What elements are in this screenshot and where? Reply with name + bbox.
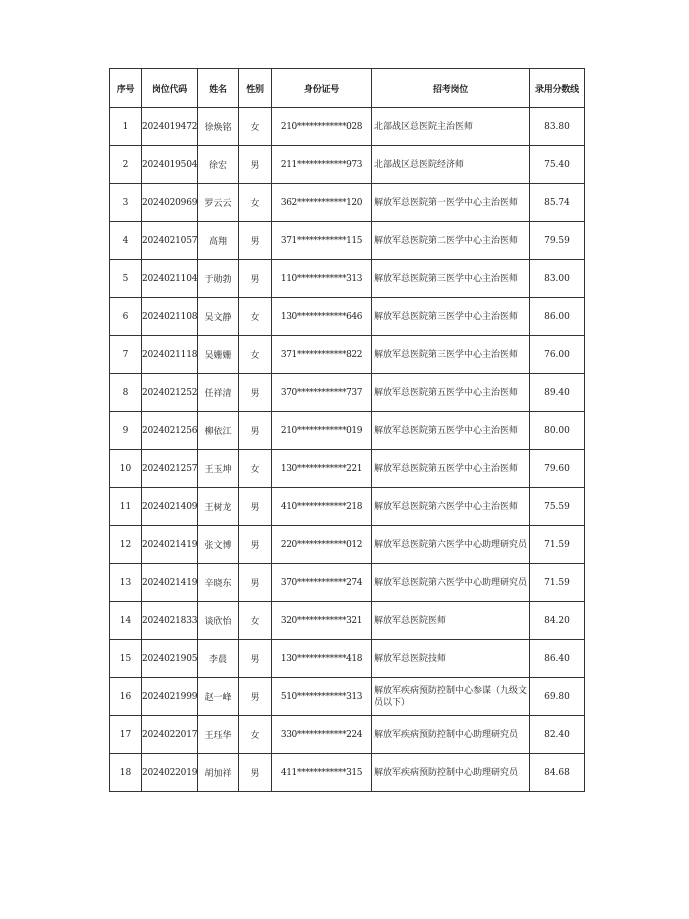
name-cell: 胡加祥 [198, 754, 239, 792]
score-cell: 85.74 [530, 184, 585, 222]
position-code-cell: 2024021057 [142, 222, 198, 260]
position-cell: 解放军总医院第五医学中心主治医师 [372, 450, 530, 488]
position-code-cell: 2024021419 [142, 526, 198, 564]
id-number-cell: 110************313 [272, 260, 372, 298]
id-number-cell: 320************321 [272, 602, 372, 640]
gender-cell: 女 [239, 336, 272, 374]
id-number-cell: 210************019 [272, 412, 372, 450]
position-cell: 北部战区总医院经济师 [372, 146, 530, 184]
serial-cell: 17 [110, 716, 142, 754]
score-cell: 80.00 [530, 412, 585, 450]
id-number-cell: 130************646 [272, 298, 372, 336]
position-cell: 解放军总医院医师 [372, 602, 530, 640]
position-cell: 解放军总医院第六医学中心助理研究员 [372, 564, 530, 602]
table-row [110, 488, 585, 526]
serial-cell: 11 [110, 488, 142, 526]
header-name: 姓名 [198, 69, 239, 108]
gender-cell: 男 [239, 222, 272, 260]
name-cell: 吴文静 [198, 298, 239, 336]
table-row [110, 526, 585, 564]
name-cell: 王玉坤 [198, 450, 239, 488]
serial-cell: 9 [110, 412, 142, 450]
serial-cell: 8 [110, 374, 142, 412]
score-cell: 83.80 [530, 108, 585, 146]
serial-cell: 3 [110, 184, 142, 222]
serial-cell: 6 [110, 298, 142, 336]
gender-cell: 男 [239, 488, 272, 526]
table-row [110, 716, 585, 754]
serial-cell: 14 [110, 602, 142, 640]
position-cell: 解放军总医院第三医学中心主治医师 [372, 298, 530, 336]
table-header-row [110, 69, 585, 108]
gender-cell: 男 [239, 564, 272, 602]
header-serial-number: 序号 [110, 69, 142, 108]
position-code-cell: 2024020969 [142, 184, 198, 222]
header-gender: 性别 [239, 69, 272, 108]
name-cell: 王珏华 [198, 716, 239, 754]
gender-cell: 男 [239, 526, 272, 564]
serial-cell: 18 [110, 754, 142, 792]
header-score: 录用分数线 [530, 69, 585, 108]
score-cell: 86.00 [530, 298, 585, 336]
header-position-code: 岗位代码 [142, 69, 198, 108]
header-id-number: 身份证号 [272, 69, 372, 108]
score-cell: 89.40 [530, 374, 585, 412]
id-number-cell: 130************221 [272, 450, 372, 488]
name-cell: 王树龙 [198, 488, 239, 526]
score-cell: 84.20 [530, 602, 585, 640]
id-number-cell: 510************313 [272, 678, 372, 716]
position-code-cell: 2024022019 [142, 754, 198, 792]
position-code-cell: 2024019504 [142, 146, 198, 184]
score-cell: 76.00 [530, 336, 585, 374]
gender-cell: 男 [239, 412, 272, 450]
gender-cell: 女 [239, 602, 272, 640]
serial-cell: 7 [110, 336, 142, 374]
name-cell: 罗云云 [198, 184, 239, 222]
id-number-cell: 370************274 [272, 564, 372, 602]
position-code-cell: 2024019472 [142, 108, 198, 146]
table-row [110, 108, 585, 146]
position-cell: 解放军总医院第五医学中心主治医师 [372, 412, 530, 450]
position-code-cell: 2024021118 [142, 336, 198, 374]
score-cell: 83.00 [530, 260, 585, 298]
serial-cell: 16 [110, 678, 142, 716]
table-row [110, 754, 585, 792]
id-number-cell: 211************973 [272, 146, 372, 184]
recruitment-results-table [109, 68, 585, 792]
serial-cell: 12 [110, 526, 142, 564]
table-row [110, 640, 585, 678]
table-row [110, 450, 585, 488]
serial-cell: 15 [110, 640, 142, 678]
serial-cell: 1 [110, 108, 142, 146]
position-cell: 解放军总医院第五医学中心主治医师 [372, 374, 530, 412]
table-row [110, 412, 585, 450]
position-code-cell: 2024021999 [142, 678, 198, 716]
header-position: 招考岗位 [372, 69, 530, 108]
id-number-cell: 362************120 [272, 184, 372, 222]
id-number-cell: 371************822 [272, 336, 372, 374]
table-body [110, 108, 585, 792]
id-number-cell: 410************218 [272, 488, 372, 526]
position-code-cell: 2024021104 [142, 260, 198, 298]
name-cell: 徐宏 [198, 146, 239, 184]
id-number-cell: 411************315 [272, 754, 372, 792]
gender-cell: 女 [239, 298, 272, 336]
score-cell: 79.60 [530, 450, 585, 488]
score-cell: 84.68 [530, 754, 585, 792]
name-cell: 徐焕铭 [198, 108, 239, 146]
gender-cell: 男 [239, 146, 272, 184]
gender-cell: 男 [239, 640, 272, 678]
name-cell: 谈欣怡 [198, 602, 239, 640]
table-row [110, 374, 585, 412]
id-number-cell: 371************115 [272, 222, 372, 260]
results-sheet [109, 68, 584, 792]
table-row [110, 564, 585, 602]
gender-cell: 女 [239, 184, 272, 222]
serial-cell: 10 [110, 450, 142, 488]
id-number-cell: 330************224 [272, 716, 372, 754]
name-cell: 于勋勃 [198, 260, 239, 298]
score-cell: 69.80 [530, 678, 585, 716]
id-number-cell: 210************028 [272, 108, 372, 146]
position-code-cell: 2024022017 [142, 716, 198, 754]
table-row [110, 678, 585, 716]
table-row [110, 298, 585, 336]
position-cell: 解放军总医院第六医学中心助理研究员 [372, 526, 530, 564]
serial-cell: 4 [110, 222, 142, 260]
name-cell: 柳依江 [198, 412, 239, 450]
score-cell: 79.59 [530, 222, 585, 260]
score-cell: 82.40 [530, 716, 585, 754]
gender-cell: 男 [239, 678, 272, 716]
gender-cell: 女 [239, 450, 272, 488]
name-cell: 张文博 [198, 526, 239, 564]
table-row [110, 336, 585, 374]
position-code-cell: 2024021256 [142, 412, 198, 450]
serial-cell: 5 [110, 260, 142, 298]
position-cell: 解放军疾病预防控制中心助理研究员 [372, 716, 530, 754]
position-cell: 解放军总医院第一医学中心主治医师 [372, 184, 530, 222]
position-cell: 解放军总医院第六医学中心主治医师 [372, 488, 530, 526]
table-row [110, 260, 585, 298]
position-cell: 北部战区总医院主治医师 [372, 108, 530, 146]
position-code-cell: 2024021252 [142, 374, 198, 412]
name-cell: 高翔 [198, 222, 239, 260]
position-code-cell: 2024021257 [142, 450, 198, 488]
table-row [110, 184, 585, 222]
position-cell: 解放军总医院第三医学中心主治医师 [372, 336, 530, 374]
position-code-cell: 2024021108 [142, 298, 198, 336]
name-cell: 吴姗姗 [198, 336, 239, 374]
serial-cell: 2 [110, 146, 142, 184]
table-row [110, 222, 585, 260]
id-number-cell: 370************737 [272, 374, 372, 412]
name-cell: 李晨 [198, 640, 239, 678]
score-cell: 75.59 [530, 488, 585, 526]
score-cell: 86.40 [530, 640, 585, 678]
gender-cell: 男 [239, 260, 272, 298]
position-cell: 解放军总医院第三医学中心主治医师 [372, 260, 530, 298]
name-cell: 赵一峰 [198, 678, 239, 716]
position-cell: 解放军疾病预防控制中心参谋（九级文员以下） [372, 678, 530, 716]
score-cell: 75.40 [530, 146, 585, 184]
score-cell: 71.59 [530, 526, 585, 564]
table-row [110, 602, 585, 640]
id-number-cell: 220************012 [272, 526, 372, 564]
gender-cell: 男 [239, 754, 272, 792]
name-cell: 任祥清 [198, 374, 239, 412]
id-number-cell: 130************418 [272, 640, 372, 678]
table-row [110, 146, 585, 184]
gender-cell: 男 [239, 374, 272, 412]
serial-cell: 13 [110, 564, 142, 602]
gender-cell: 女 [239, 108, 272, 146]
score-cell: 71.59 [530, 564, 585, 602]
position-cell: 解放军总医院技师 [372, 640, 530, 678]
name-cell: 辛晓东 [198, 564, 239, 602]
position-cell: 解放军疾病预防控制中心助理研究员 [372, 754, 530, 792]
position-code-cell: 2024021905 [142, 640, 198, 678]
position-cell: 解放军总医院第二医学中心主治医师 [372, 222, 530, 260]
position-code-cell: 2024021419 [142, 564, 198, 602]
gender-cell: 女 [239, 716, 272, 754]
position-code-cell: 2024021833 [142, 602, 198, 640]
position-code-cell: 2024021409 [142, 488, 198, 526]
